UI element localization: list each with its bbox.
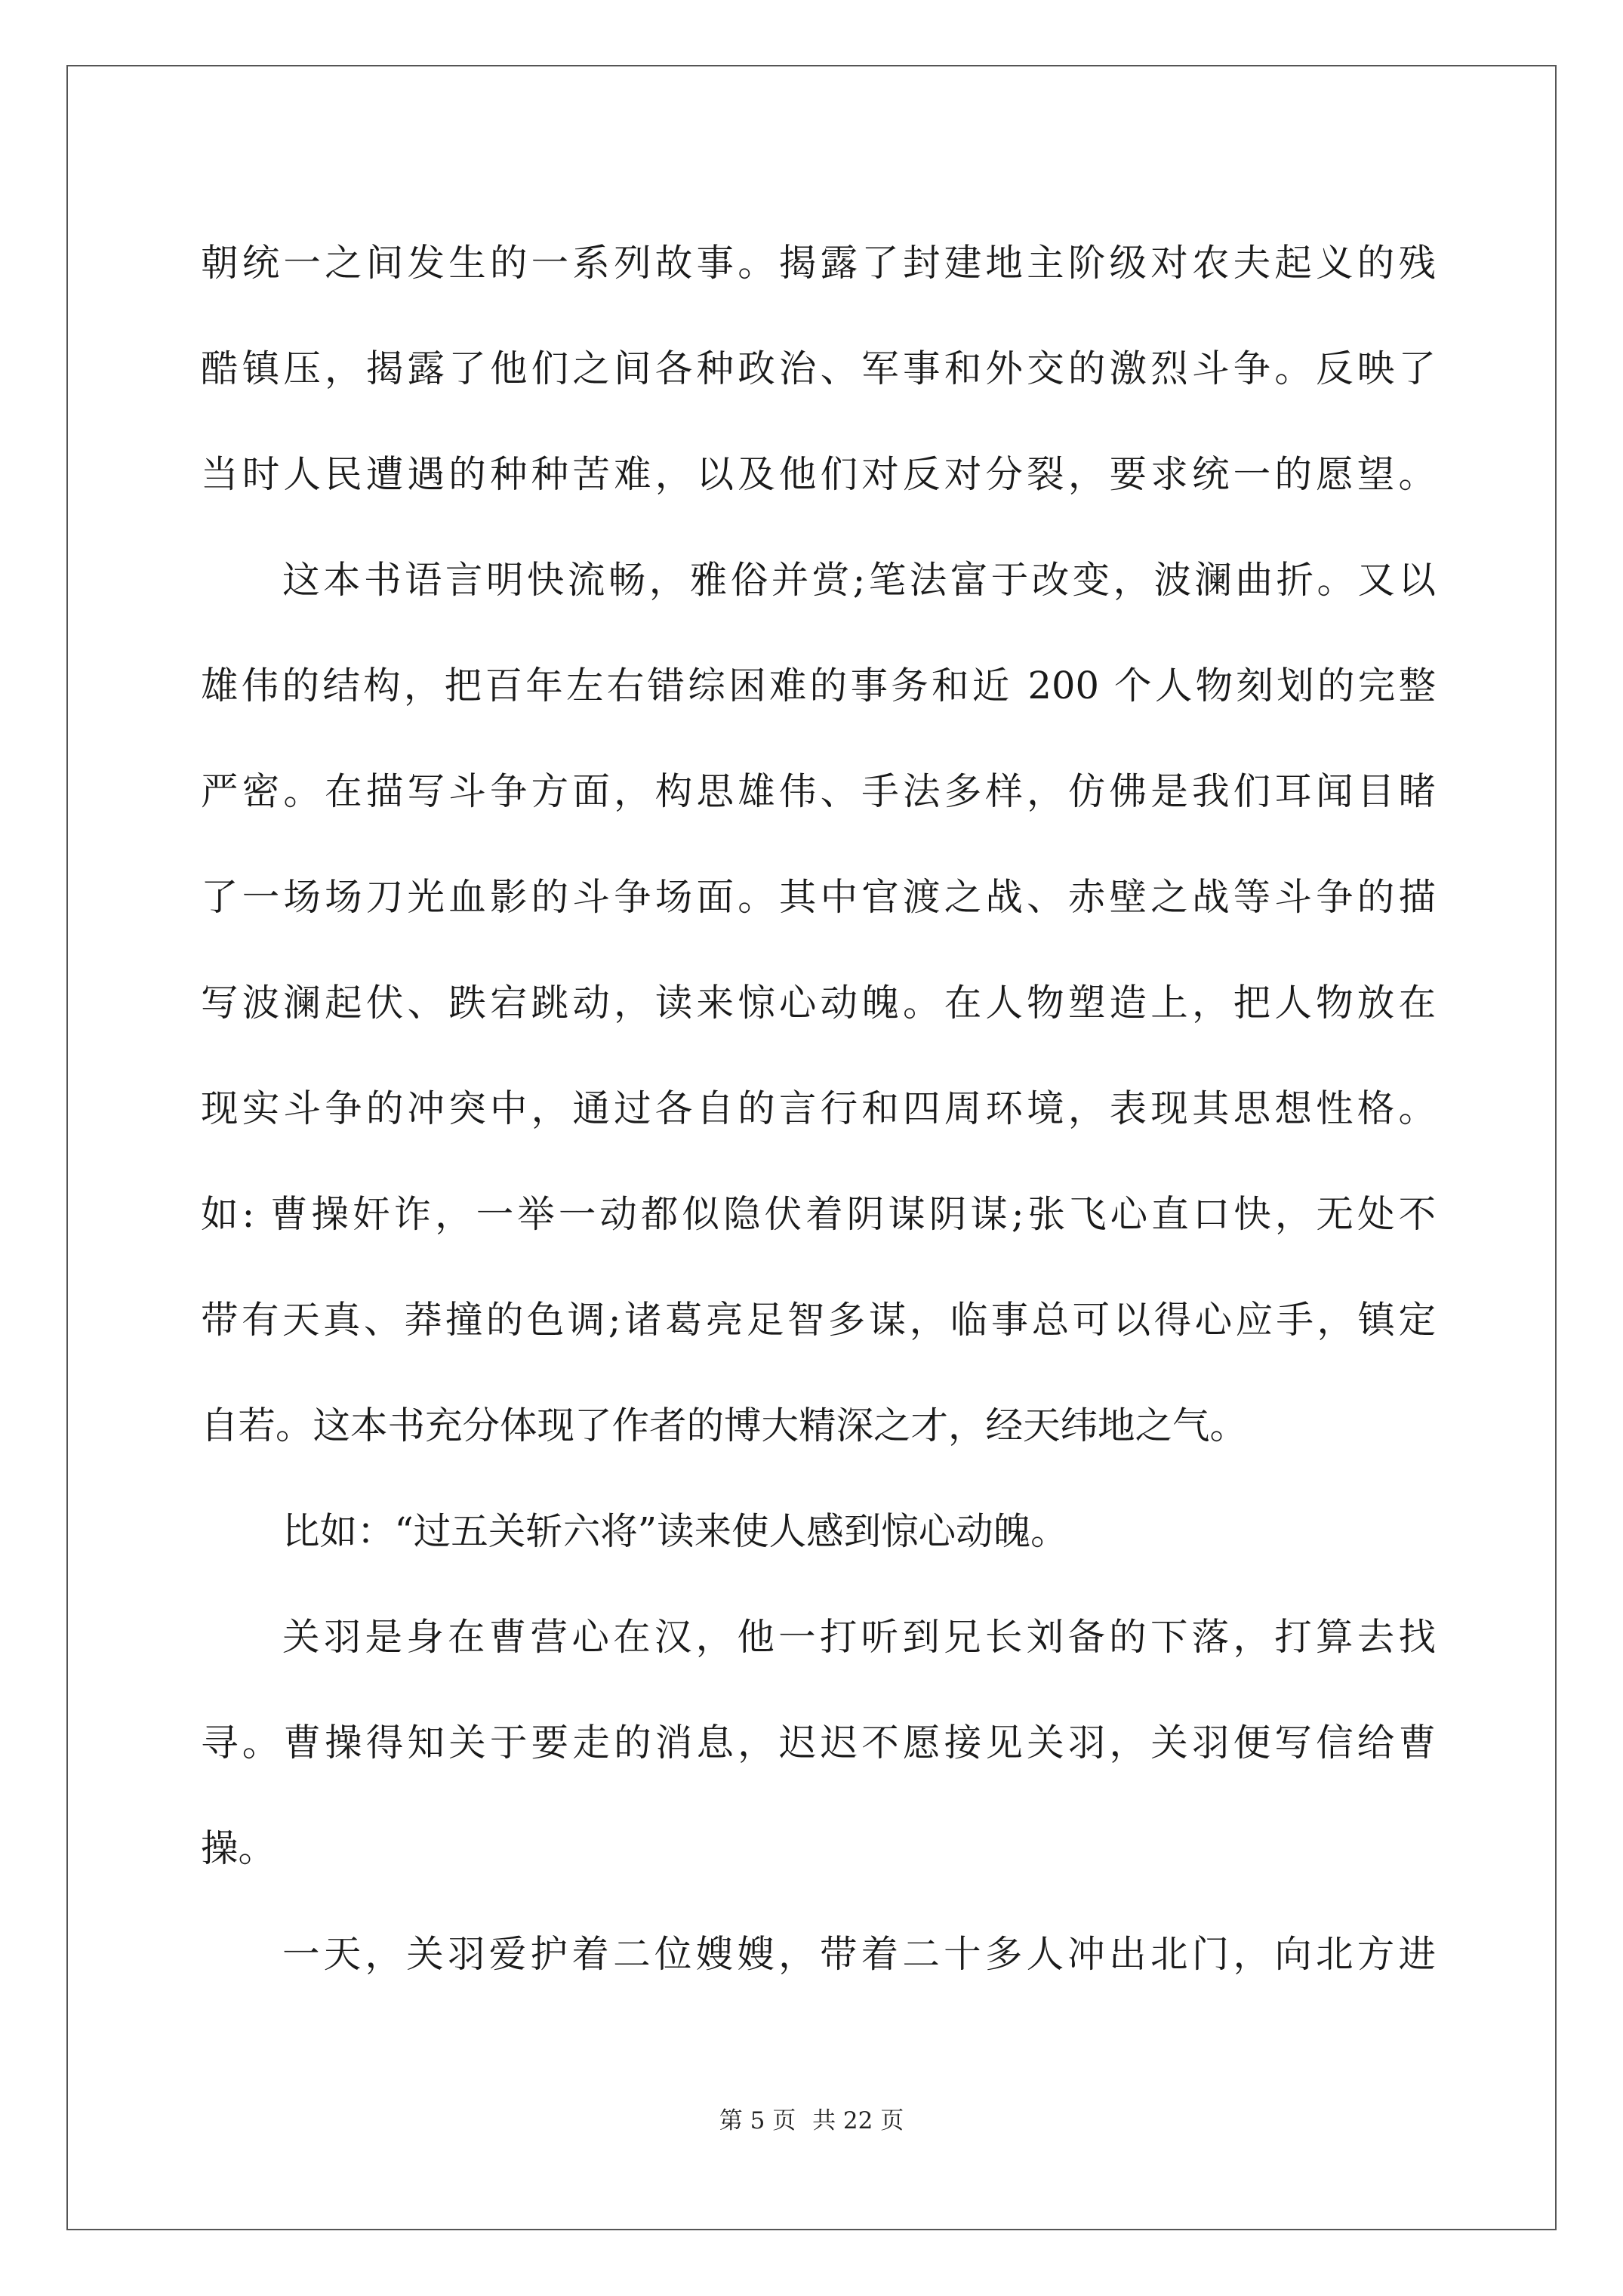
text-line: 严密。在描写斗争方面，构思雄伟、手法多样，仿佛是我们耳闻目睹 <box>201 769 1436 813</box>
page-footer <box>0 2106 1623 2136</box>
text-line: 寻。曹操得知关于要走的消息，迟迟不愿接见关羽，关羽便写信给曹 <box>201 1721 1436 1764</box>
text-line: 现实斗争的冲突中，通过各自的言行和四周环境，表现其思想性格。 <box>201 1086 1436 1130</box>
text-line: 了一场场刀光血影的斗争场面。其中官渡之战、赤壁之战等斗争的描 <box>201 875 1436 919</box>
text-line: 关羽是身在曹营心在汉，他一打听到兄长刘备的下落，打算去找 <box>282 1615 1436 1659</box>
text-line: 如: 曹操奸诈，一举一动都似隐伏着阴谋阴谋;张飞心直口快，无处不 <box>201 1192 1436 1236</box>
text-line: 一天，关羽爱护着二位嫂嫂，带着二十多人冲出北门，向北方进 <box>282 1932 1436 1976</box>
text-line: 操。 <box>201 1826 276 1870</box>
text-line: 带有天真、莽撞的色调;诸葛亮足智多谋，临事总可以得心应手，镇定 <box>201 1298 1436 1342</box>
text-line: 写波澜起伏、跌宕跳动，读来惊心动魄。在人物塑造上，把人物放在 <box>201 981 1436 1025</box>
text-line: 比如：“过五关斩六将”读来使人感到惊心动魄。 <box>282 1509 1068 1553</box>
text-line: 酷镇压，揭露了他们之间各种政治、军事和外交的激烈斗争。反映了 <box>201 347 1436 390</box>
text-line: 自若。这本书充分体现了作者的博大精深之才，经天纬地之气。 <box>201 1404 1247 1447</box>
text-line: 雄伟的结构，把百年左右错综困难的事务和近 200 个人物刻划的完整 <box>201 664 1436 707</box>
page-total: 共 22 页 <box>812 2107 904 2134</box>
page-number: 第 5 页 <box>719 2107 796 2134</box>
document-body <box>201 210 1436 2007</box>
text-line: 当时人民遭遇的种种苦难，以及他们对反对分裂，要求统一的愿望。 <box>201 452 1436 496</box>
text-line: 朝统一之间发生的一系列故事。揭露了封建地主阶级对农夫起义的残 <box>201 241 1436 285</box>
text-line: 这本书语言明快流畅，雅俗并赏;笔法富于改变，波澜曲折。又以 <box>282 558 1436 602</box>
